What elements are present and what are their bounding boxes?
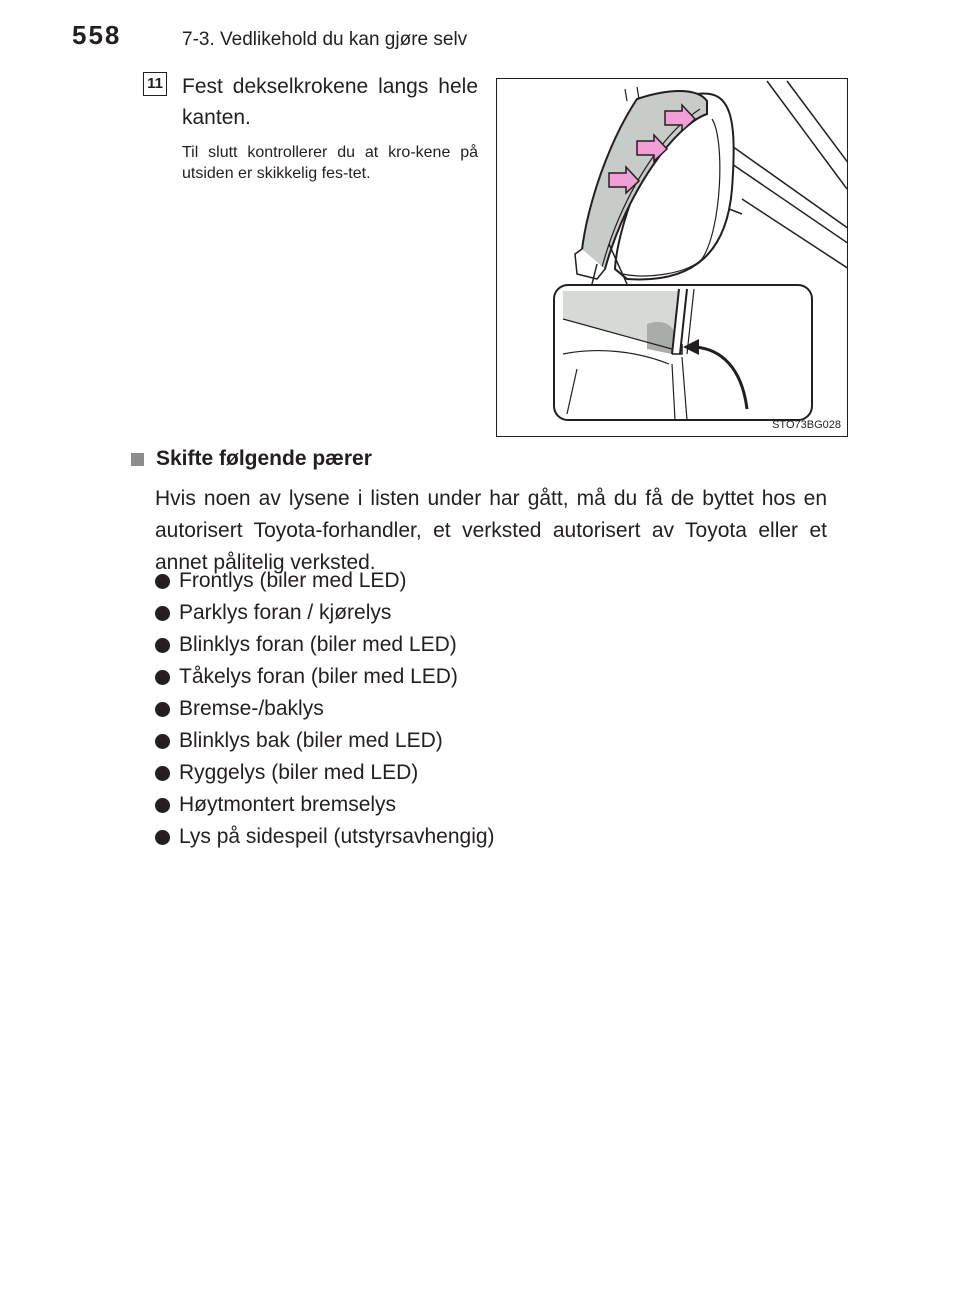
list-item (155, 661, 495, 693)
list-item-text: Høytmontert bremselys (179, 793, 397, 816)
bullet-icon (155, 606, 170, 621)
bullet-icon (155, 670, 170, 685)
body-paragraph: Hvis noen av lysene i listen under har gått, må du få de byttet hos en autorisert Toyota-forhandler, et verksted autorisert av Toyota eller et annet pålitelig verksted. (155, 487, 827, 574)
list-item (155, 565, 495, 597)
bullet-icon (155, 638, 170, 653)
bulb-list (155, 565, 495, 853)
list-item-text: Parklys foran / kjørelys (179, 601, 392, 624)
section-heading (131, 447, 372, 471)
mirror-drawing (497, 79, 848, 437)
step-note: Til slutt kontrollerer du at kro-kene på utsiden er skikkelig fes-tet. (182, 144, 478, 182)
section-heading-text: Skifte følgende pærer (156, 447, 372, 470)
list-item (155, 597, 495, 629)
list-item-text: Bremse-/baklys (179, 697, 324, 720)
bullet-icon (155, 734, 170, 749)
list-item-text: Frontlys (biler med LED) (179, 569, 407, 592)
square-bullet-icon (131, 453, 144, 466)
list-item (155, 821, 495, 853)
bullet-icon (155, 830, 170, 845)
section-title: 7-3. Vedlikehold du kan gjøre selv (182, 29, 468, 50)
list-item (155, 757, 495, 789)
bullet-icon (155, 574, 170, 589)
bullet-icon (155, 766, 170, 781)
page-number: 558 (72, 20, 122, 50)
bullet-icon (155, 798, 170, 813)
figure-code: STO73BG028 (772, 419, 841, 431)
list-item-text: Tåkelys foran (biler med LED) (179, 665, 458, 688)
step-instruction: Fest dekselkrokene langs hele kanten. (182, 75, 478, 129)
list-item-text: Blinklys bak (biler med LED) (179, 729, 443, 752)
list-item (155, 629, 495, 661)
list-item-text: Blinklys foran (biler med LED) (179, 633, 457, 656)
step-number-badge: 11 (143, 72, 167, 96)
list-item-text: Lys på sidespeil (utstyrsavhengig) (179, 825, 495, 848)
list-item (155, 789, 495, 821)
list-item (155, 693, 495, 725)
list-item-text: Ryggelys (biler med LED) (179, 761, 419, 784)
bullet-icon (155, 702, 170, 717)
list-item (155, 725, 495, 757)
mirror-cover-illustration (496, 78, 848, 437)
